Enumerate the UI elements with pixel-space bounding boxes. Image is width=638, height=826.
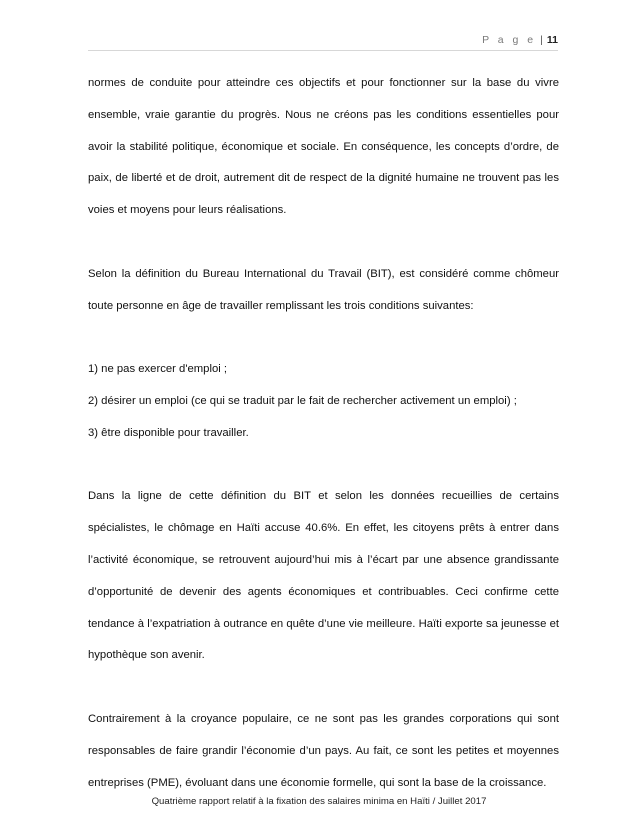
paragraph-spacer [88, 672, 559, 704]
paragraph-continuation: normes de conduite pour atteindre ces objectifs et pour fonctionner sur la base du vivre ensemble, vraie garantie du progrès. Nous ne créons pas les conditions essentielles pour avoir la stabilité politique, économique et sociale. En conséquence, les concepts d’ordre, de paix, de liberté et de droit, autrement dit de respect de la dignité humaine ne trouvent pas les voies et moyens pour leurs réalisations. [88, 77, 559, 217]
paragraph-spacer [88, 227, 559, 259]
paragraph-bit-definition: Selon la définition du Bureau International du Travail (BIT), est considéré comme chômeur toute personne en âge de travailler remplissant les trois conditions suivantes: [88, 267, 559, 312]
page-number: 11 [546, 34, 558, 46]
paragraph-pme: Contrairement à la croyance populaire, ce ne sont pas les grandes corporations qui sont responsables de faire grandir l’économie d’un pays. Au fait, ce sont les petites et moyennes entreprises (PME), évoluant dans une économie formelle, qui sont la base de la croissance. [88, 712, 559, 789]
page-footer: Quatrième rapport relatif à la fixation des salaires minima en Haïti / Juillet 2017 [151, 796, 487, 807]
header-divider [88, 50, 558, 51]
paragraph-spacer [88, 322, 559, 354]
document-body [88, 68, 559, 799]
page-label: P a g e [482, 34, 537, 46]
condition-item: 3) être disponible pour travailler. [88, 426, 249, 439]
condition-item: 1) ne pas exercer d'emploi ; [88, 363, 228, 376]
paragraph-unemployment: Dans la ligne de cette définition du BIT et selon les données recueillies de certains spécialistes, le chômage en Haïti accuse 40.6%. En effet, les citoyens prêts à entrer dans l’activité économique, se retrouvent aujourd’hui mis à l’écart par une absence grandissante d’opportunité de devenir des agents économiques et contribuables. Ceci confirme cette tendance à l’expatriation à outrance en quête d’une vie meilleure. Haïti exporte sa jeunesse et hypothèque son avenir. [88, 490, 559, 662]
paragraph-spacer [88, 450, 559, 482]
page-separator: | [540, 34, 543, 46]
page-header [482, 34, 558, 46]
condition-item: 2) désirer un emploi (ce qui se traduit par le fait de rechercher activement un emploi) ; [88, 394, 517, 407]
